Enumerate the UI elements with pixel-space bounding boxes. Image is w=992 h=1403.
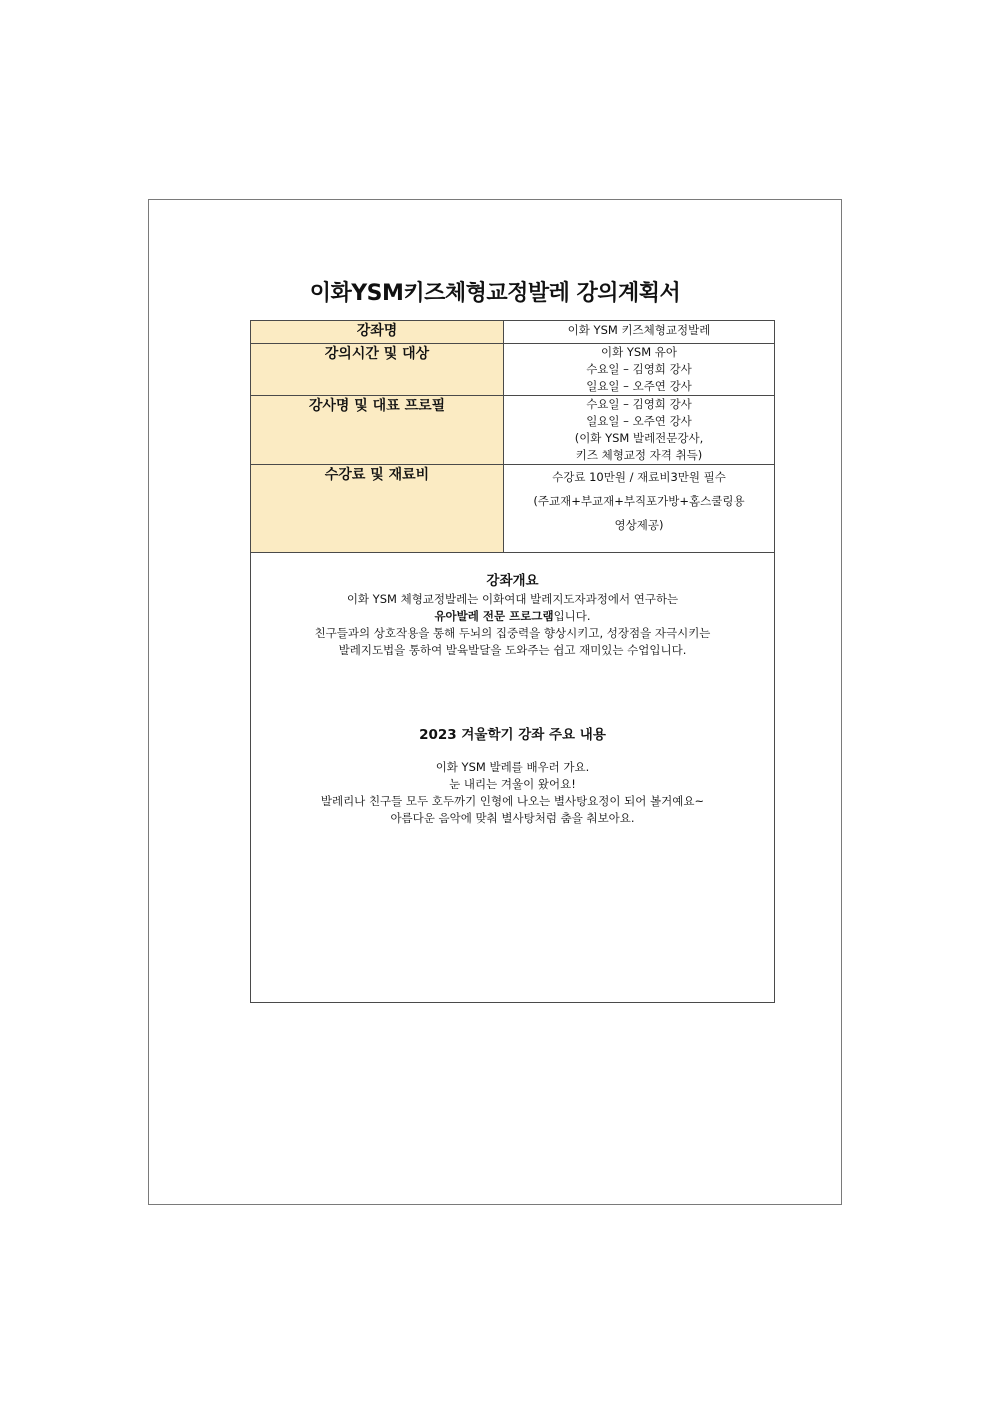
table-row-instructor bbox=[251, 395, 774, 464]
overview-line-2-rest: 입니다. bbox=[553, 608, 591, 623]
value-instructor bbox=[504, 395, 775, 464]
winter-line-3: 발레리나 친구들 모두 호두까기 인형에 나오는 별사탕요정이 되어 볼거예요~ bbox=[320, 793, 705, 808]
overview-line-2 bbox=[251, 608, 774, 625]
value-schedule bbox=[504, 343, 775, 395]
winter-line-2: 눈 내리는 겨울이 왔어요! bbox=[449, 776, 576, 791]
overview-line-3: 친구들과의 상호작용을 통해 두뇌의 집중력을 향상시키고, 성장점을 자극시키는 bbox=[314, 625, 711, 640]
document-title: 이화YSM키즈체형교정발레 강의계획서 bbox=[309, 281, 681, 306]
fees-line-1: 수강료 10만원 / 재료비3만원 필수 bbox=[552, 469, 726, 484]
overview-line-1: 이화 YSM 체형교정발레는 이화여대 발레지도자과정에서 연구하는 bbox=[346, 591, 679, 606]
overview-highlight: 유아발레 전문 프로그램 bbox=[434, 608, 554, 623]
overview-line-4: 발레지도법을 통하여 발육발달을 도와주는 쉽고 재미있는 수업입니다. bbox=[338, 642, 687, 657]
info-table bbox=[251, 321, 774, 553]
fees-line-3: 영상제공) bbox=[614, 517, 664, 532]
value-fees bbox=[504, 464, 775, 552]
label-fees: 수강료 및 재료비 bbox=[251, 464, 504, 552]
instructor-line-2: 일요일 – 오주연 강사 bbox=[586, 413, 692, 428]
schedule-line-1: 이화 YSM 유아 bbox=[601, 344, 677, 359]
label-course-name: 강좌명 bbox=[251, 321, 504, 343]
instructor-line-4: 키즈 체형교정 자격 취득) bbox=[575, 447, 703, 462]
overview-heading: 강좌개요 bbox=[486, 572, 539, 589]
course-name-line-1: 이화 YSM 키즈체형교정발레 bbox=[567, 323, 711, 337]
course-overview bbox=[251, 553, 774, 827]
schedule-line-2: 수요일 – 김영희 강사 bbox=[586, 361, 692, 376]
winter-heading: 2023 겨울학기 강좌 주요 내용 bbox=[419, 726, 606, 743]
label-schedule: 강의시간 및 대상 bbox=[251, 343, 504, 395]
schedule-line-3: 일요일 – 오주연 강사 bbox=[586, 378, 692, 393]
table-row-schedule bbox=[251, 343, 774, 395]
label-instructor: 강사명 및 대표 프로필 bbox=[251, 395, 504, 464]
instructor-line-3: (이화 YSM 발레전문강사, bbox=[574, 430, 704, 445]
instructor-line-1: 수요일 – 김영희 강사 bbox=[586, 396, 692, 411]
table-row-fees bbox=[251, 464, 774, 552]
lecture-plan-box bbox=[250, 320, 775, 1003]
winter-line-1: 이화 YSM 발레를 배우러 가요. bbox=[435, 759, 590, 774]
table-row-course-name bbox=[251, 321, 774, 343]
value-course-name bbox=[504, 321, 775, 343]
winter-line-4: 아름다운 음악에 맞춰 별사탕처럼 춤을 춰보아요. bbox=[390, 810, 635, 825]
fees-line-2: (주교재+부교재+부직포가방+홈스쿨링용 bbox=[533, 493, 745, 508]
